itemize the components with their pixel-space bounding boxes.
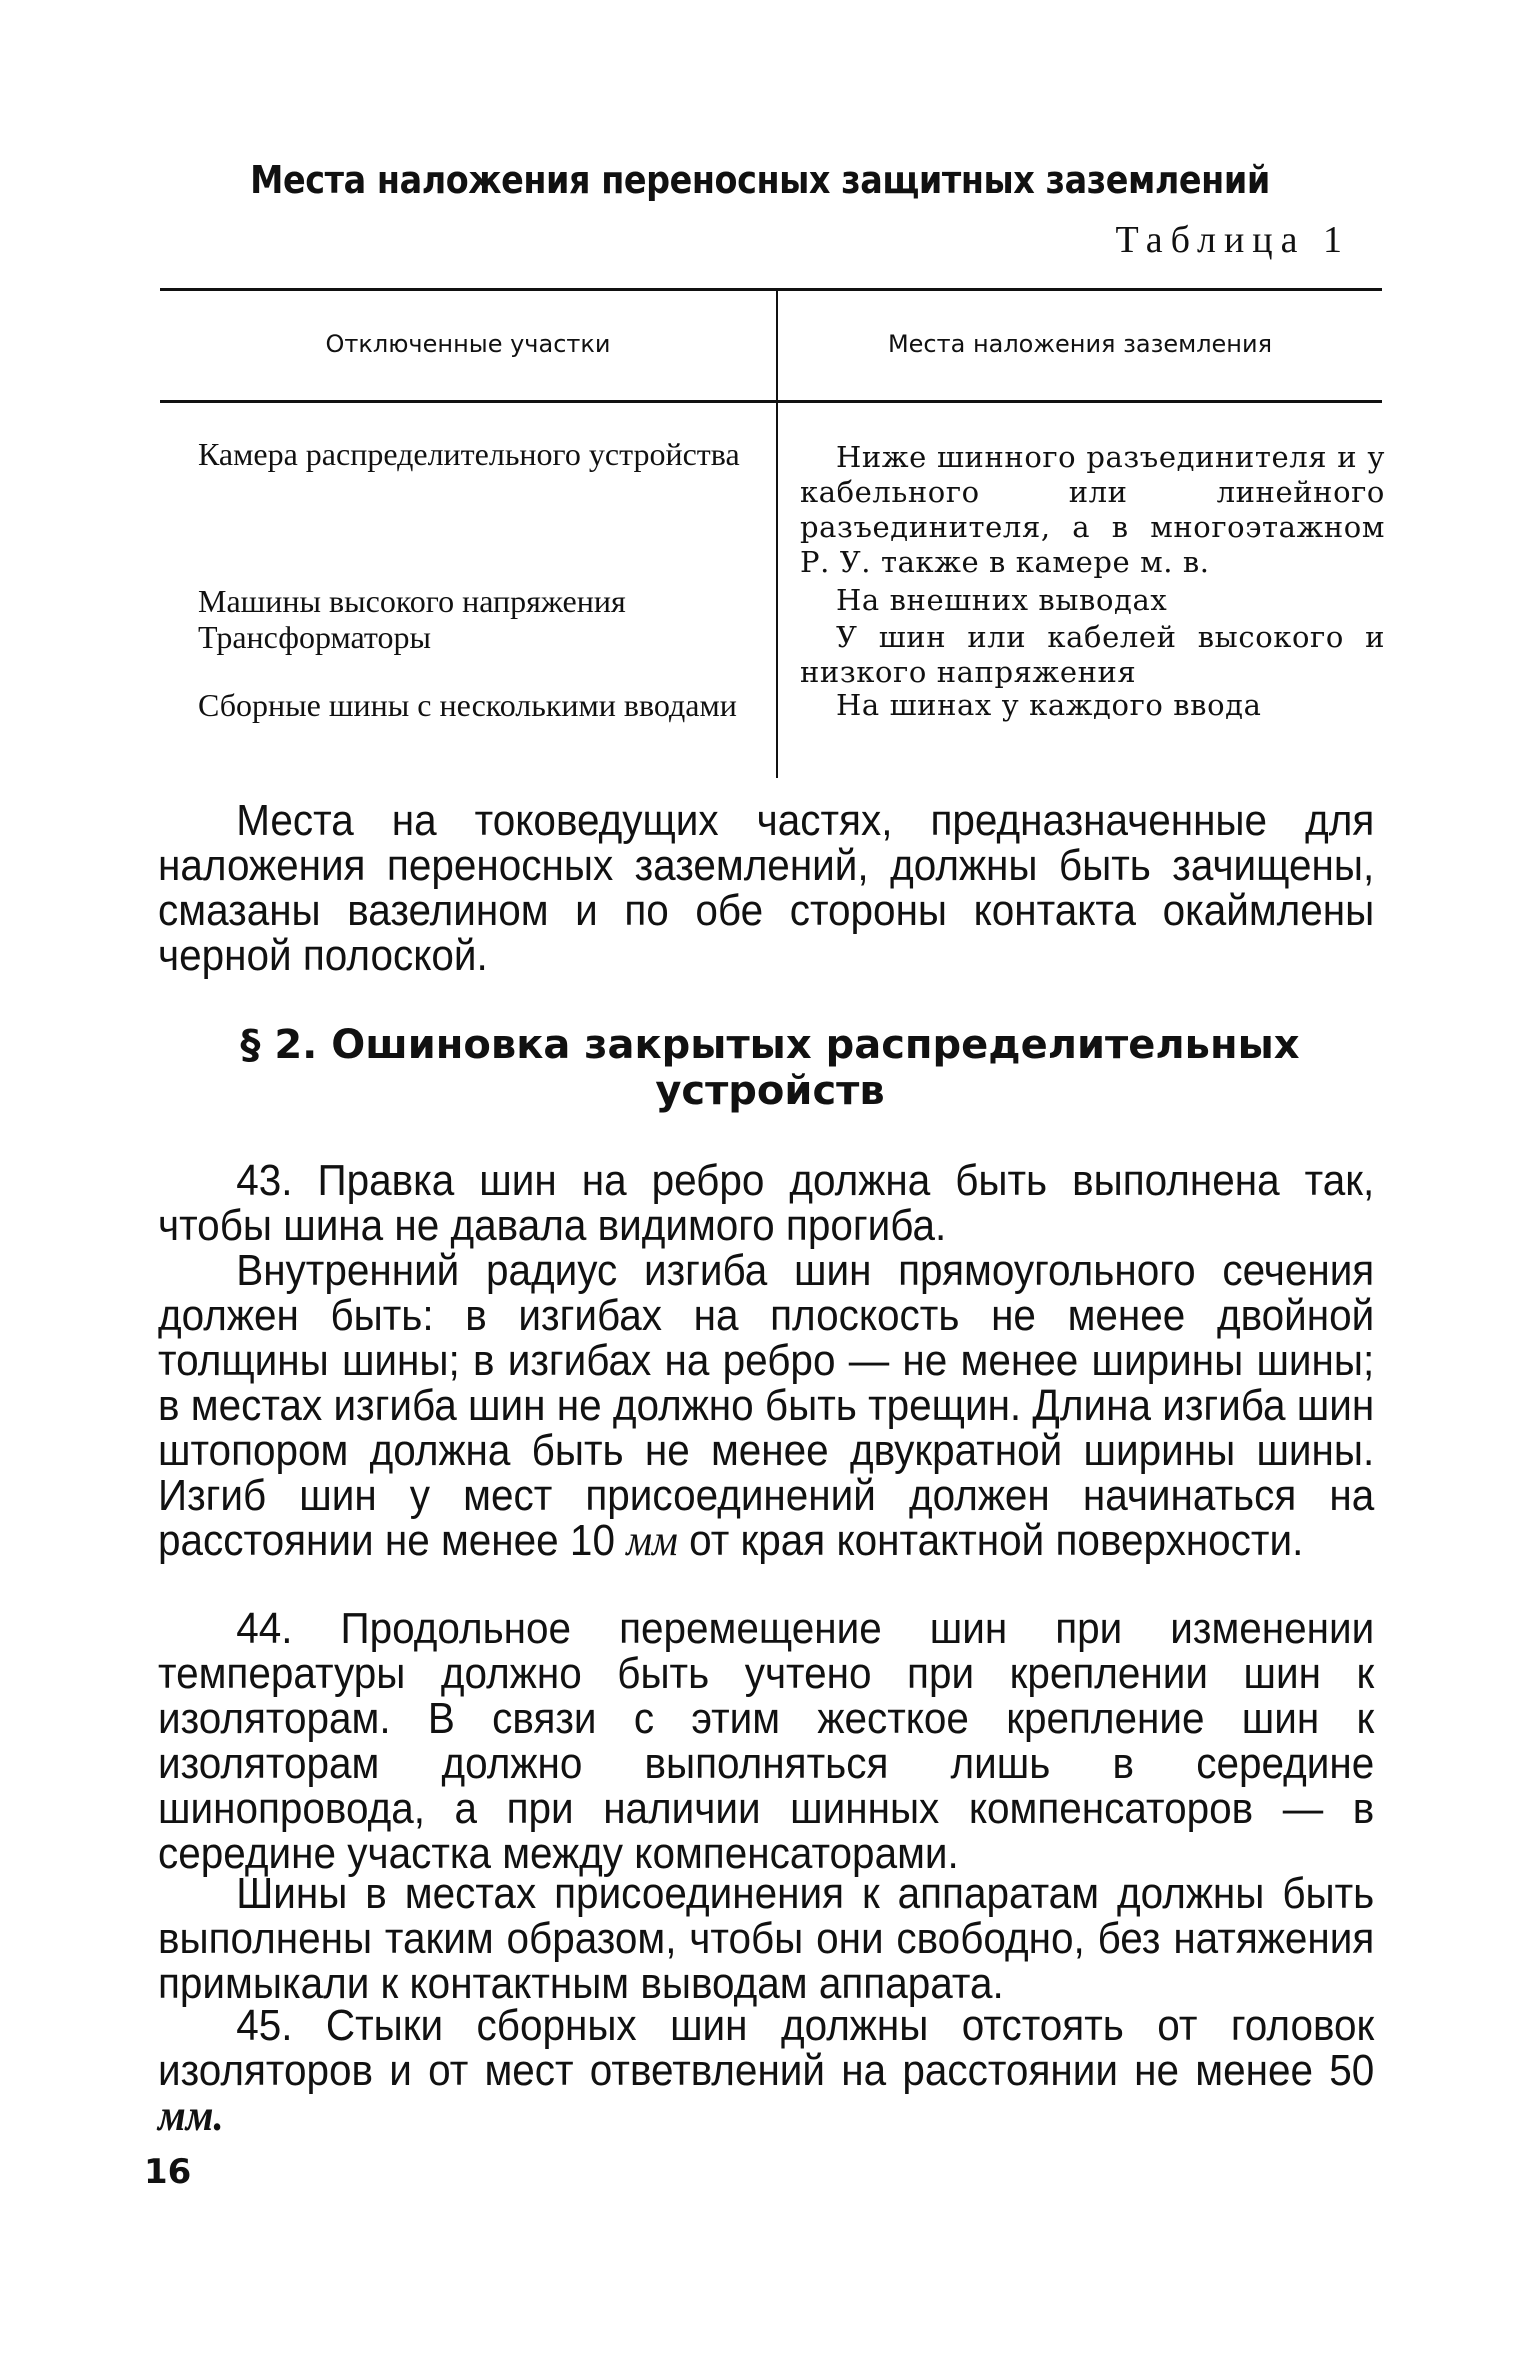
table-title: Места наложения переносных защитных заземлений xyxy=(250,158,1270,202)
unit-mm: мм. xyxy=(158,2091,224,2140)
table-cell-right: На шинах у каждого ввода xyxy=(836,688,1262,722)
table-cell-left: Сборные шины с несколькими вводами xyxy=(198,687,737,723)
table-cell-left: Камера распределительного устройства xyxy=(198,436,740,472)
table-cell-left: Трансформаторы xyxy=(198,619,431,655)
body-paragraph: 45. Стыки сборных шин должны отстоять от головок изоляторов и от мест ответвлений на расстоянии не менее 50 мм. xyxy=(158,2001,1375,2140)
table-cell-left: Машины высокого напряжения xyxy=(198,583,626,619)
table-header-rule xyxy=(160,400,1382,403)
unit-mm: мм xyxy=(626,1516,678,1565)
table-cell-right: На внешних выводах xyxy=(836,583,1168,617)
table-header-left: Отключенные участки xyxy=(325,330,611,358)
table-column-divider xyxy=(776,290,778,778)
table-header-right: Места наложения заземления xyxy=(887,330,1273,358)
body-paragraph: Места на токоведущих частях, предназначенные для наложения переносных заземлений, должны быть зачищены, смазаны вазелином и по обе стороны контакта окаймлены черной полоской. xyxy=(158,796,1375,980)
body-paragraph: Шины в местах присоединения к аппаратам должны быть выполнены таким образом, чтобы они свободно, без натяжения примыкали к контактным выводам аппарата. xyxy=(158,1869,1375,2008)
table-top-rule xyxy=(160,288,1382,291)
section-heading: § 2. Ошиновка закрытых распределительных устройств xyxy=(240,1022,1300,1114)
body-paragraph: 43. Правка шин на ребро должна быть выполнена так, чтобы шина не давала видимого прогиба. xyxy=(158,1156,1375,1250)
body-paragraph: Внутренний радиус изгиба шин прямоугольного сечения должен быть: в изгибах на плоскость не менее двойной толщины шины; в изгибах на ребро — не менее ширины шины; в местах изгиба шин не должно быть трещин. Длина изгиба шин штопором должна быть не менее двукратной ширины шины. Изгиб шин у мест присоединений должен начинаться на расстоянии не менее 10 мм от края контактной поверхности. xyxy=(158,1246,1375,1565)
body-paragraph: 44. Продольное перемещение шин при изменении температуры должно быть учтено при креплении шин к изоляторам. В связи с этим жесткое крепление шин к изоляторам должно выполняться лишь в середине шинопровода, а при наличии шинных компенсаторов — в середине участка между компенсаторами. xyxy=(158,1604,1375,1878)
page-number: 16 xyxy=(144,2152,192,2192)
table-number-label: Таблица 1 xyxy=(1115,219,1350,261)
table-cell-right: Ниже шинного разъединителя и у кабельного или линейного разъединителя, а в многоэтажном Р. У. также в камере м. в. xyxy=(800,440,1385,579)
table-cell-right: У шин или кабелей высокого и низкого напряжения xyxy=(800,620,1385,689)
